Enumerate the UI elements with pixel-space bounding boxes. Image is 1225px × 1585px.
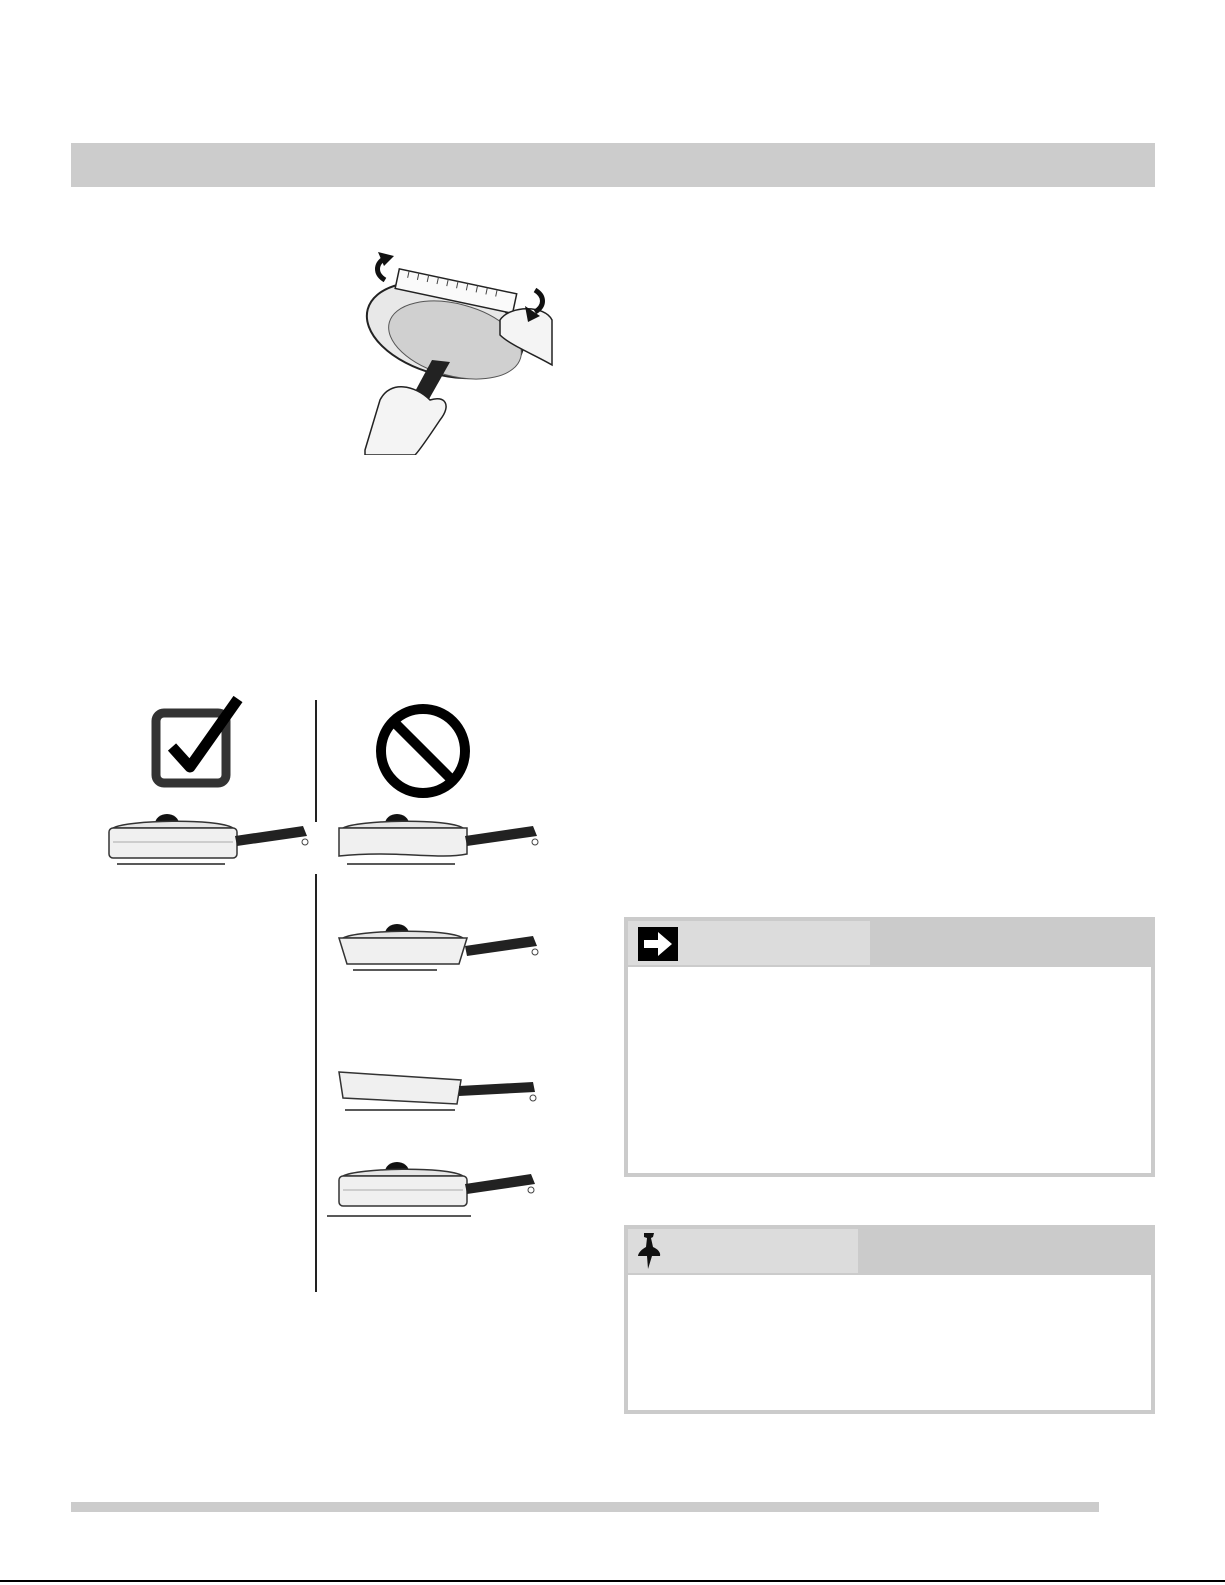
note-box-tab [628,1229,858,1273]
pushpin-icon [636,1231,666,1275]
oversize-pan-illustration [325,1154,545,1224]
important-box-tab [628,921,870,965]
footer-bar [71,1502,1099,1512]
note-box [624,1225,1155,1414]
bottom-rule [0,1580,1225,1582]
warped-pan-illustration [337,806,547,872]
small-base-pan-illustration [337,916,547,982]
tilted-pan-illustration [337,1058,547,1118]
checkbox-check-icon [150,695,245,790]
prohibited-icon [375,703,471,799]
divider-line [315,700,317,822]
correct-pan-illustration [107,806,317,872]
lid-check-illustration [360,250,560,455]
divider-line [315,874,317,1292]
header-bar [71,143,1155,187]
important-box [624,917,1155,1177]
arrow-right-icon [638,927,678,961]
